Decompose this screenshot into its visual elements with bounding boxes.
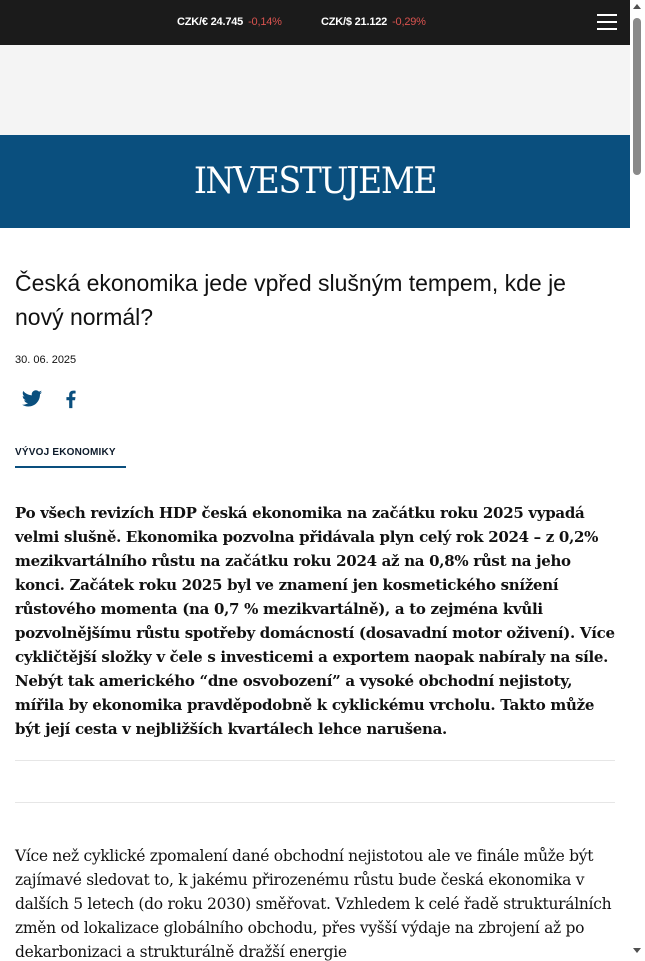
- ticker-item-usd[interactable]: [321, 16, 426, 28]
- facebook-icon[interactable]: [60, 388, 82, 410]
- article-body: Více než cyklické zpomalení dané obchodní nejistotou ale ve finále může být zajímavé sledovat to, k jakému přirozenému růstu bude česká ekonomika v dalších 5 letech (do roku 2030) směřovat. Vzhledem k celé řadě strukturálních změn od lokalizace globálního obchodu, přes vyšší výdaje na zbrojení až po dekarbonizaci a strukturálně dražší energie: [15, 847, 612, 961]
- menu-icon[interactable]: [597, 14, 617, 30]
- category-underline: [15, 466, 126, 468]
- ticker-item-eur[interactable]: [177, 16, 282, 28]
- site-logo[interactable]: INVESTUJEME: [193, 161, 437, 202]
- currency-ticker-bar: [0, 0, 630, 45]
- article-lead: Po všech revizích HDP česká ekonomika na začátku roku 2025 vypadá velmi slušně. Ekonomika pozvolna přidávala plyn celý rok 2024 – z 0,2% mezikvartálního růstu na začátku roku 2024 až na 0,8% růst na jeho konci. Začátek roku 2025 byl ve znamení jen kosmetického snížení růstového momenta (na 0,7 % mezikvartálně), a to zejména kvůli pozvolnějšímu růstu spotřeby domácností (dosavadní motor oživení). Více cykličtější složky v čele s investicemi a exportem naopak nabíraly na síle. Nebýt tak amerického “dne osvobození” a vysoké obchodní nejistoty, mířila by ekonomika pravděpodobně k cyklickému vrcholu. Takto může být její cesta v nejbližších kvartálech lehce narušena.: [15, 504, 615, 738]
- ticker-change: -0,29%: [392, 16, 426, 28]
- twitter-icon[interactable]: [21, 388, 43, 410]
- article-date: 30. 06. 2025: [15, 354, 77, 366]
- scrollbar-thumb[interactable]: [633, 18, 641, 175]
- category-link[interactable]: VÝVOJ EKONOMIKY: [15, 447, 116, 458]
- scroll-down-arrow-icon[interactable]: [633, 948, 641, 953]
- divider: [15, 802, 615, 803]
- ticker-rate: CZK/$ 21.122: [321, 16, 388, 28]
- divider: [15, 760, 615, 761]
- ad-placeholder: [0, 45, 630, 135]
- article-title: Česká ekonomika jede vpřed slušným tempem, kde je nový normál?: [15, 270, 566, 330]
- scrollbar[interactable]: [630, 0, 645, 961]
- ticker-rate: CZK/€ 24.745: [177, 16, 244, 28]
- ticker-change: -0,14%: [248, 16, 282, 28]
- scroll-up-arrow-icon[interactable]: [633, 4, 641, 9]
